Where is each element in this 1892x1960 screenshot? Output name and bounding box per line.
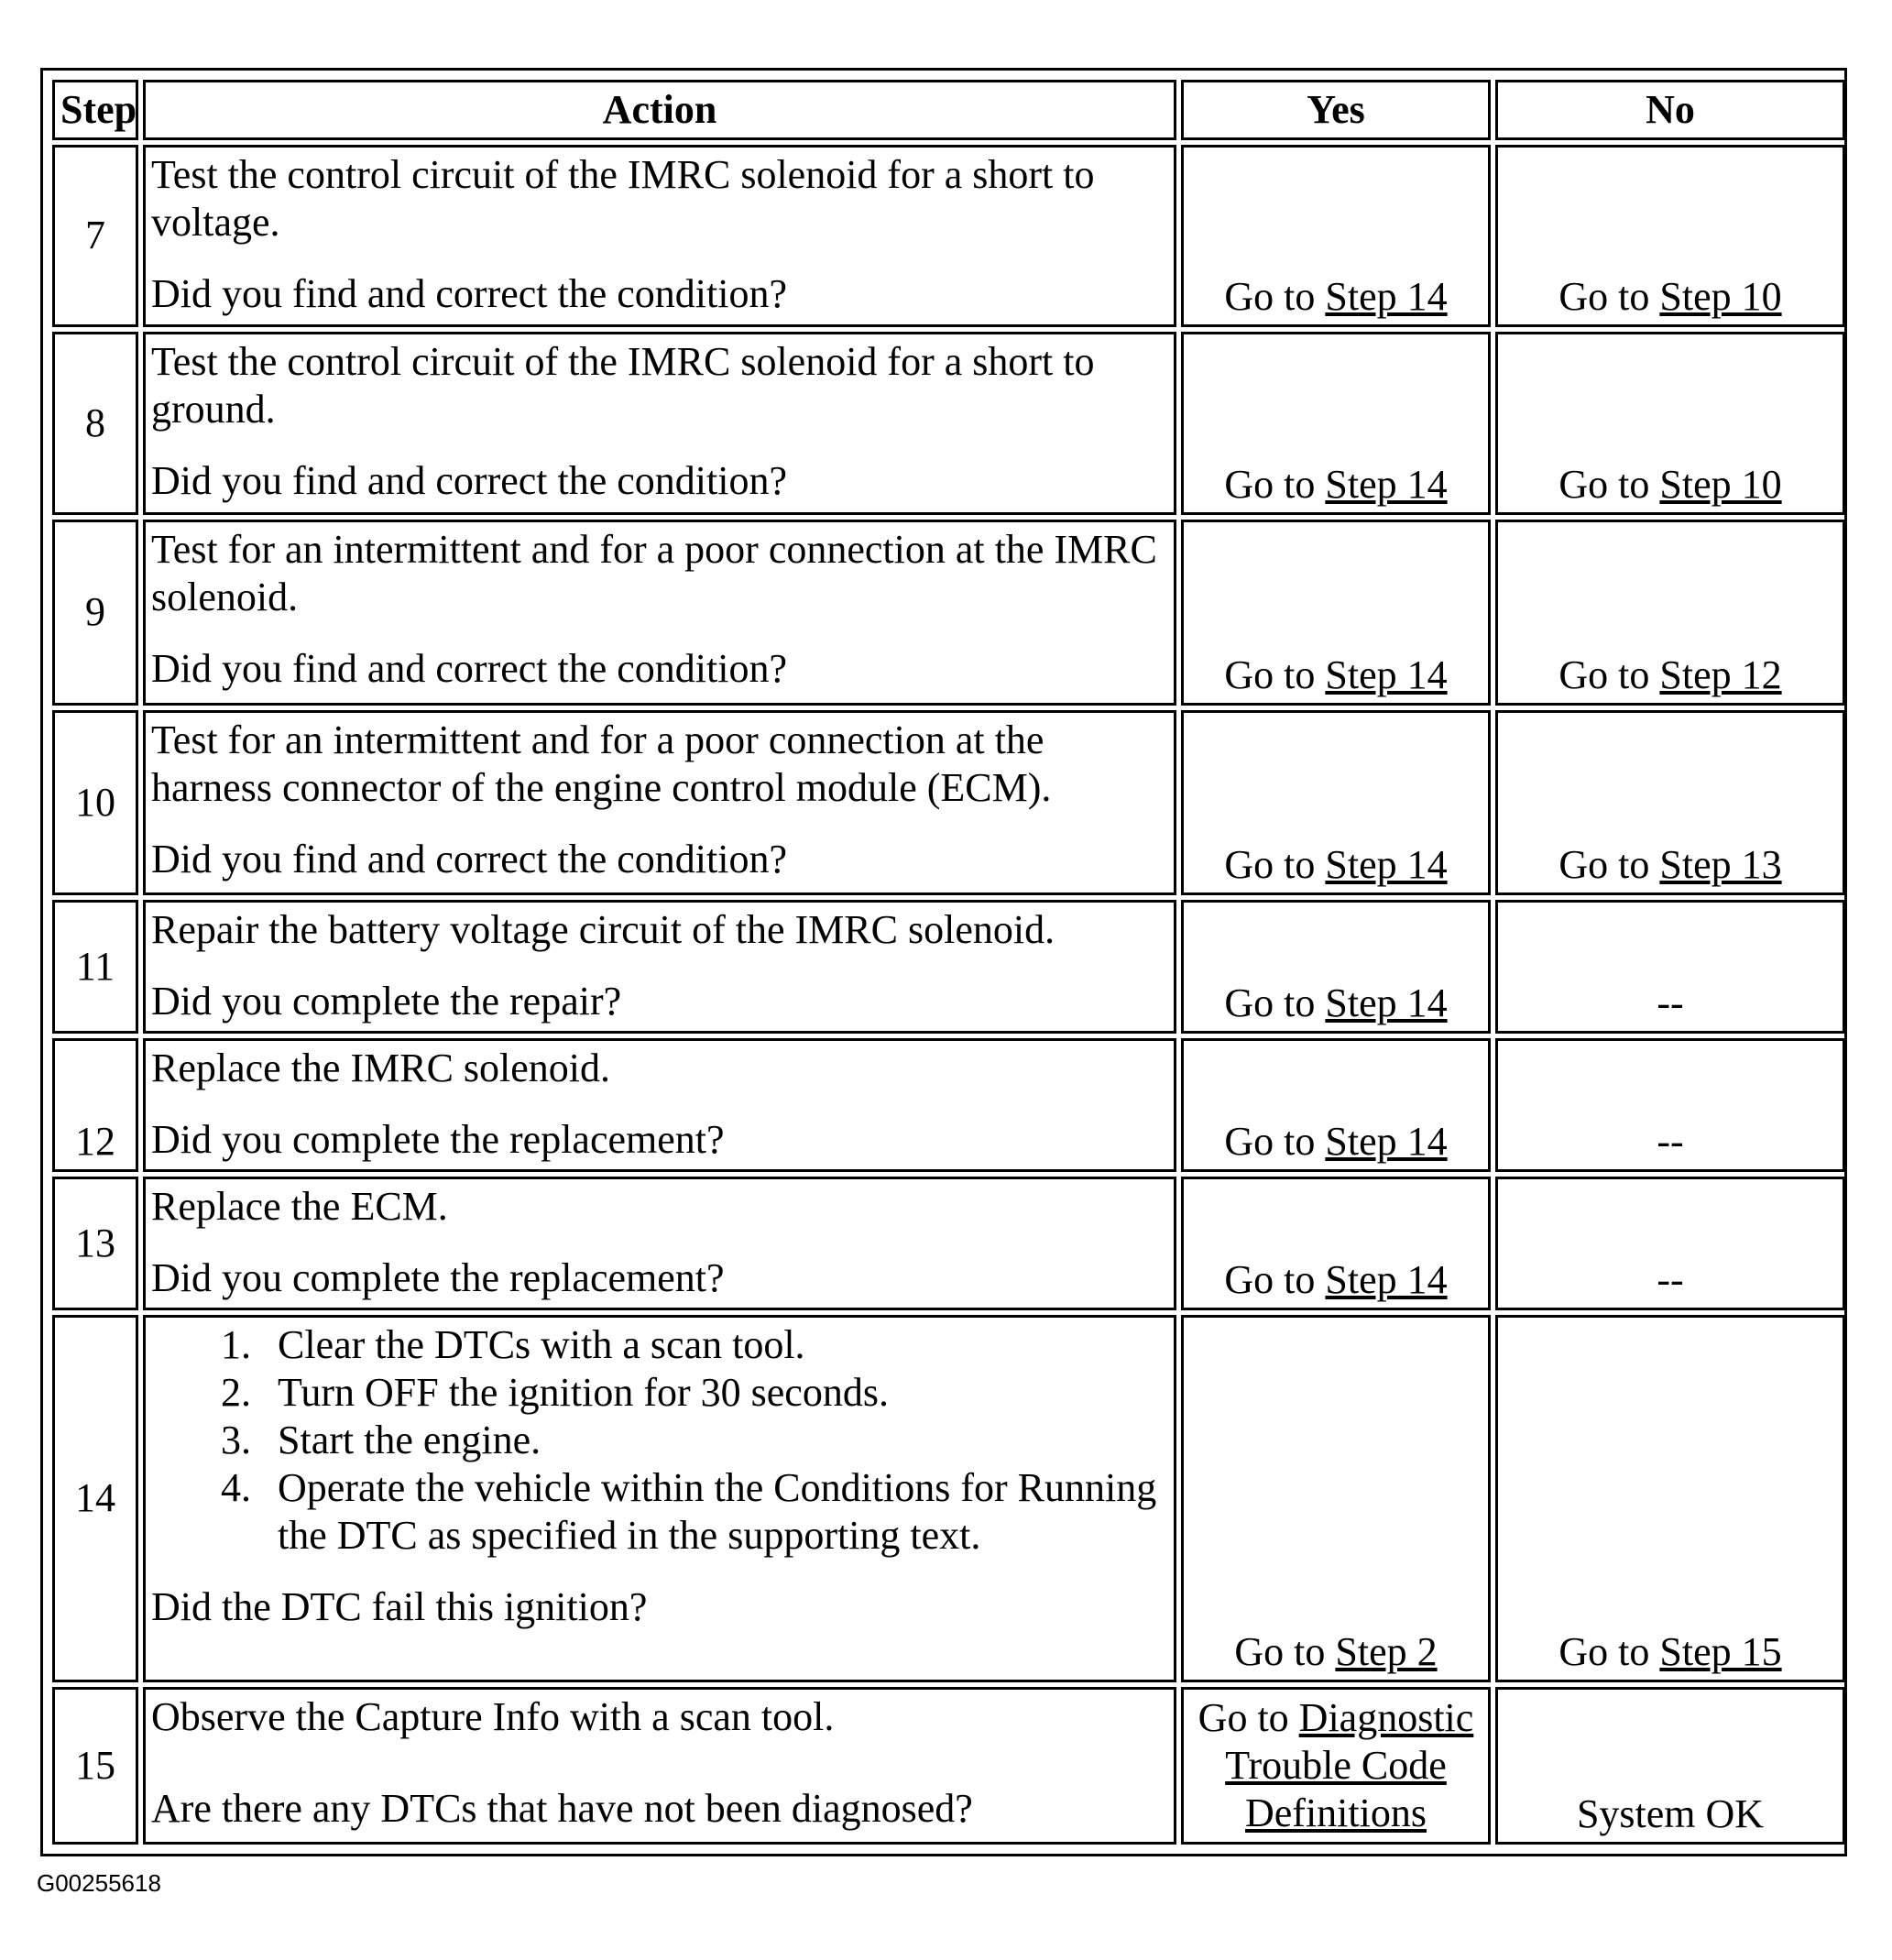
yes-prefix: Go to: [1224, 273, 1326, 319]
action-cell: [143, 1177, 1176, 1310]
action-question: Did you complete the replacement?: [151, 1254, 725, 1300]
no-prefix: Go to: [1558, 1628, 1660, 1674]
no-step-link[interactable]: Step 15: [1659, 1628, 1782, 1674]
action-question: Did you complete the replacement?: [151, 1117, 725, 1163]
action-text: Test for an intermittent and for a poor connection at the IMRC solenoid.: [151, 527, 1157, 620]
no-cell: System OK: [1495, 1687, 1845, 1845]
step-number: 15: [52, 1687, 138, 1845]
yes-step-link[interactable]: Step 14: [1325, 842, 1448, 888]
action-question: Are there any DTCs that have not been diagnosed?: [151, 1785, 973, 1831]
yes-cell: [1181, 1687, 1491, 1845]
yes-prefix: Go to: [1224, 1118, 1326, 1164]
action-text: Repair the battery voltage circuit of the IMRC solenoid.: [151, 907, 1055, 953]
no-step-link[interactable]: Step 10: [1659, 273, 1782, 319]
no-step-link[interactable]: Step 12: [1659, 652, 1782, 697]
action-cell: [143, 1038, 1176, 1172]
step-number: 10: [52, 710, 138, 896]
table-row: [52, 1687, 1845, 1845]
yes-step-link[interactable]: Step 14: [1325, 980, 1448, 1026]
step-number: 14: [52, 1315, 138, 1682]
no-cell: --: [1495, 1038, 1845, 1172]
no-prefix: Go to: [1558, 462, 1660, 508]
yes-cell: [1181, 520, 1491, 706]
action-cell: [143, 1687, 1176, 1845]
no-prefix: Go to: [1558, 652, 1660, 697]
table-row: [52, 1315, 1845, 1682]
procedure-step: 4. Operate the vehicle within the Conditions for Running the DTC as specified in the supporting text.: [261, 1464, 1168, 1560]
action-text: Test the control circuit of the IMRC solenoid for a short to ground.: [151, 338, 1095, 432]
yes-cell: [1181, 1315, 1491, 1682]
step-number: 9: [52, 520, 138, 706]
table-header-row: [52, 80, 1845, 140]
yes-cell: [1181, 332, 1491, 516]
header-step: Step: [52, 80, 138, 140]
table-row: [52, 1177, 1845, 1310]
no-prefix: Go to: [1558, 842, 1660, 888]
yes-step-link[interactable]: Step 14: [1325, 273, 1448, 319]
yes-step-link[interactable]: Step 14: [1325, 652, 1448, 697]
no-prefix: Go to: [1558, 273, 1660, 319]
table-row: [52, 710, 1845, 896]
no-step-link[interactable]: Step 10: [1659, 462, 1782, 508]
step-number: 7: [52, 145, 138, 327]
no-cell: --: [1495, 1177, 1845, 1310]
yes-prefix: Go to: [1224, 462, 1326, 508]
yes-step-link[interactable]: Step 14: [1325, 1118, 1448, 1164]
action-question: Did you find and correct the condition?: [151, 646, 788, 692]
yes-step-link[interactable]: Step 14: [1325, 462, 1448, 508]
dtc-definitions-link[interactable]: Diagnostic Trouble Code Definitions: [1225, 1694, 1474, 1835]
procedure-list: [151, 1321, 1168, 1560]
yes-prefix: Go to: [1224, 842, 1326, 888]
step-number: 11: [52, 900, 138, 1034]
header-action: Action: [143, 80, 1176, 140]
procedure-step: 3. Start the engine.: [261, 1417, 1168, 1464]
procedure-step: 2. Turn OFF the ignition for 30 seconds.: [261, 1369, 1168, 1417]
action-text: Observe the Capture Info with a scan tool.: [151, 1693, 835, 1739]
no-cell: [1495, 710, 1845, 896]
yes-cell: [1181, 710, 1491, 896]
yes-step-link[interactable]: Step 14: [1325, 1256, 1448, 1302]
table-row: [52, 1038, 1845, 1172]
action-question: Did the DTC fail this ignition?: [151, 1583, 648, 1629]
action-cell: [143, 145, 1176, 327]
action-cell: [143, 710, 1176, 896]
step-number: 8: [52, 332, 138, 516]
no-step-link[interactable]: Step 13: [1659, 842, 1782, 888]
header-yes: Yes: [1181, 80, 1491, 140]
diagnostic-table-frame: [40, 68, 1847, 1856]
yes-cell: [1181, 1177, 1491, 1310]
action-question: Did you find and correct the condition?: [151, 271, 788, 316]
yes-prefix: Go to: [1234, 1628, 1336, 1674]
action-text: Test for an intermittent and for a poor connection at the harness connector of the engine control module (ECM).: [151, 717, 1052, 810]
action-text: Replace the ECM.: [151, 1183, 448, 1229]
no-cell: [1495, 1315, 1845, 1682]
action-question: Did you complete the repair?: [151, 979, 622, 1024]
table-row: [52, 900, 1845, 1034]
action-cell: [143, 900, 1176, 1034]
procedure-step: 1. Clear the DTCs with a scan tool.: [261, 1321, 1168, 1369]
yes-cell: [1181, 900, 1491, 1034]
diagnostic-table: [48, 75, 1850, 1849]
no-cell: [1495, 332, 1845, 516]
yes-cell: [1181, 145, 1491, 327]
yes-prefix: Go to: [1224, 652, 1326, 697]
yes-prefix: Go to: [1224, 980, 1326, 1026]
table-row: [52, 145, 1845, 327]
table-row: [52, 520, 1845, 706]
action-question: Did you find and correct the condition?: [151, 836, 788, 881]
table-row: [52, 332, 1845, 516]
action-cell: [143, 1315, 1176, 1682]
action-question: Did you find and correct the condition?: [151, 457, 788, 503]
yes-cell: [1181, 1038, 1491, 1172]
action-text: Replace the IMRC solenoid.: [151, 1046, 611, 1091]
action-cell: [143, 332, 1176, 516]
no-cell: --: [1495, 900, 1845, 1034]
figure-code: G00255618: [37, 1869, 161, 1897]
no-cell: [1495, 145, 1845, 327]
step-number: 12: [52, 1038, 138, 1172]
yes-prefix: Go to: [1198, 1694, 1299, 1740]
no-cell: [1495, 520, 1845, 706]
yes-prefix: Go to: [1224, 1256, 1326, 1302]
action-text: Test the control circuit of the IMRC solenoid for a short to voltage.: [151, 152, 1095, 245]
action-cell: [143, 520, 1176, 706]
header-no: No: [1495, 80, 1845, 140]
step-number: 13: [52, 1177, 138, 1310]
yes-step-link[interactable]: Step 2: [1335, 1628, 1438, 1674]
